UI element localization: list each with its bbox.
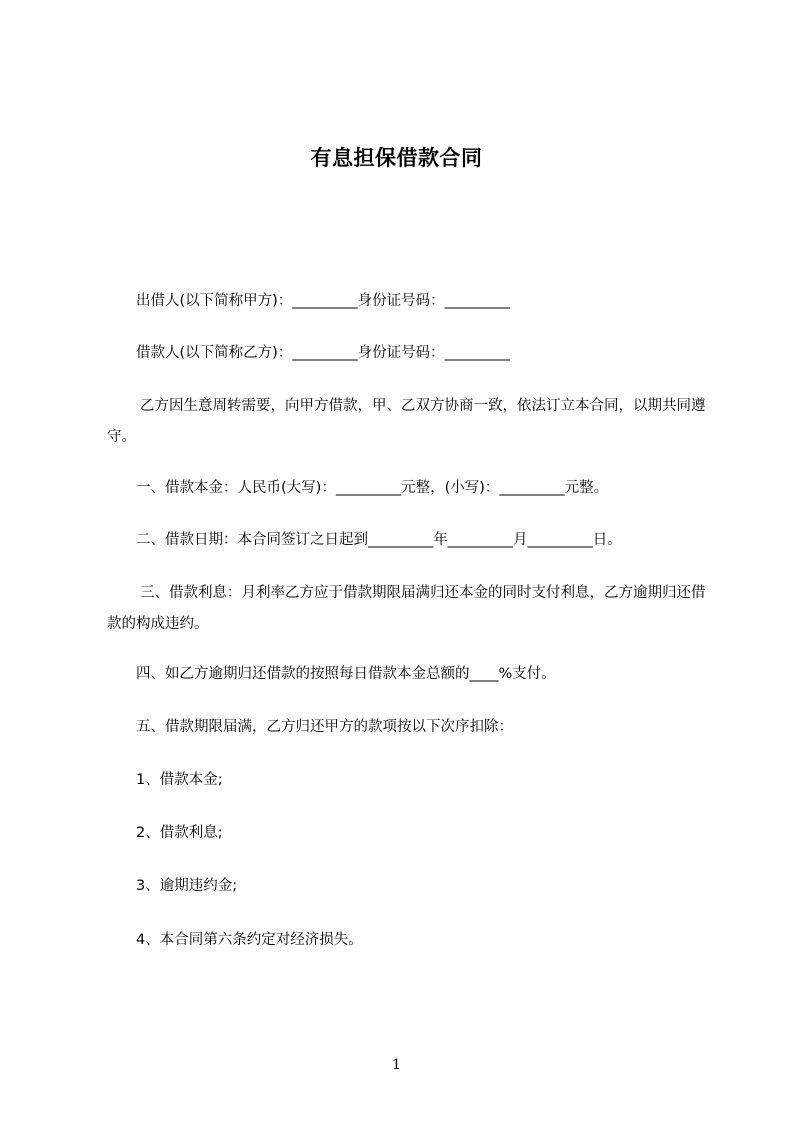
lender-line: 出借人(以下简称甲方)：_________身份证号码：_________ (136, 293, 510, 309)
list-item-principal: 1、借款本金; (136, 772, 223, 788)
page-number: 1 (392, 1057, 401, 1073)
document-title: 有息担保借款合同 (310, 146, 483, 170)
preamble-paragraph: 乙方因生意周转需要，向甲方借款，甲、乙双方协商一致，依法订立本合同，以期共同遵守。 (107, 398, 706, 445)
borrower-line: 借款人(以下简称乙方)：_________身份证号码：_________ (136, 345, 510, 361)
clause-repayment-order: 五、借款期限届满，乙方归还甲方的款项按以下次序扣除： (136, 719, 513, 735)
clause-interest: 三、借款利息：月利率乙方应于借款期限届满归还本金的同时支付利息，乙方逾期归还借款的构成违约。 (107, 585, 706, 632)
clause-late-penalty: 四、如乙方逾期归还借款的按照每日借款本金总额的____%支付。 (136, 666, 556, 682)
clause-loan-period: 二、借款日期：本合同签订之日起到_________年_________月_________日。 (136, 532, 622, 548)
clause-principal: 一、借款本金：人民币(大写)：_________元整，(小写)：_________元整。 (136, 480, 609, 496)
list-item-losses: 4、本合同第六条约定对经济损失。 (136, 932, 363, 948)
list-item-interest: 2、借款利息; (136, 825, 223, 841)
list-item-penalty: 3、逾期违约金; (136, 878, 238, 894)
